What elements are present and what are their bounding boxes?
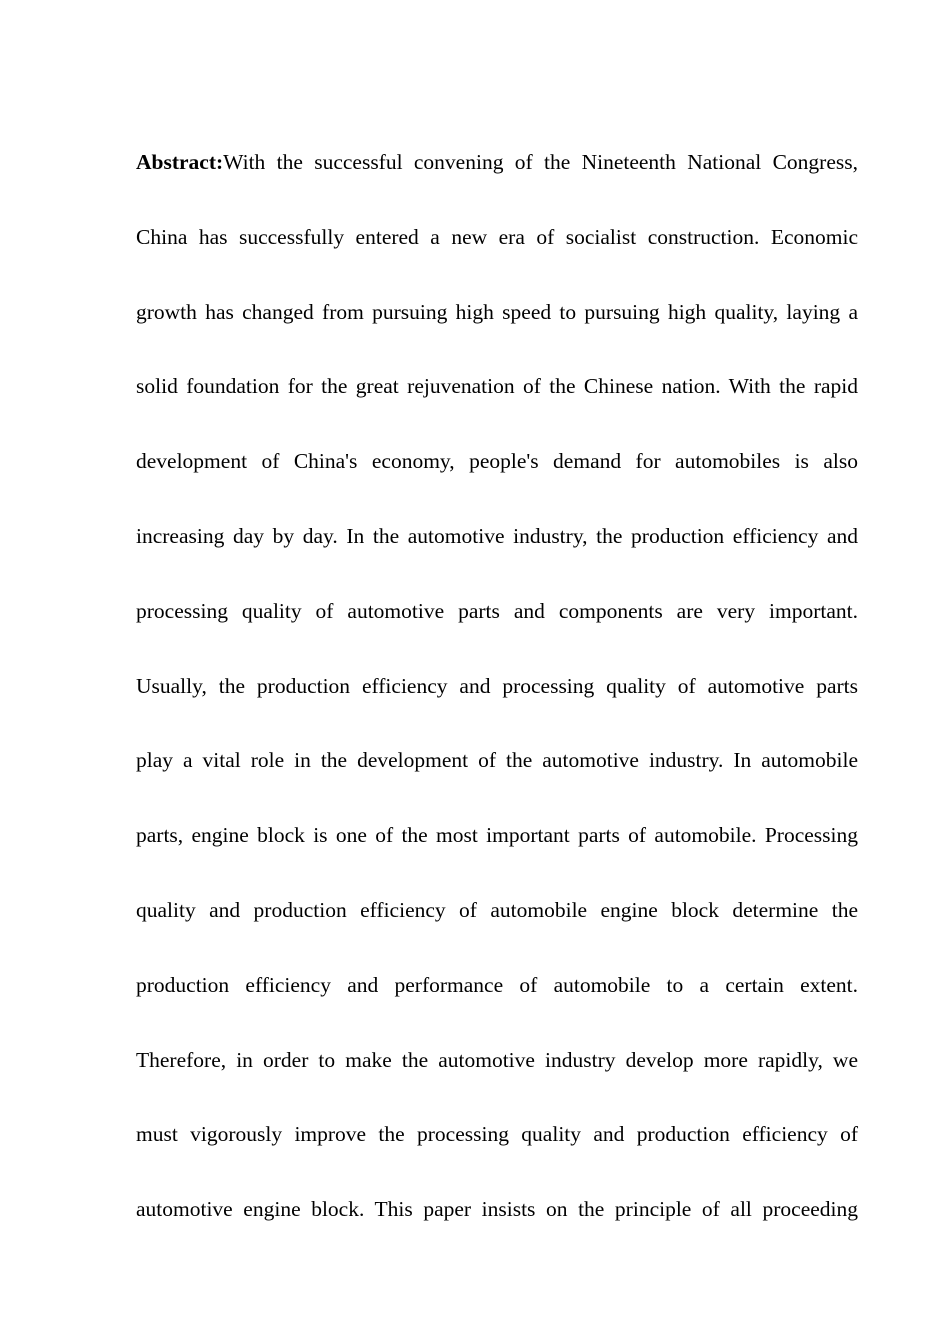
abstract-line: quality and production efficiency of automobile engine block determine the: [136, 897, 858, 922]
abstract-line-text: With the successful convening of the Nineteenth National Congress,: [223, 150, 858, 174]
abstract-line: must vigorously improve the processing quality and production efficiency of: [136, 1122, 858, 1147]
abstract-line: solid foundation for the great rejuvenation of the Chinese nation. With the rapid: [136, 374, 858, 399]
abstract-paragraph: [136, 125, 858, 1247]
abstract-line: processing quality of automotive parts and components are very important.: [136, 598, 858, 623]
abstract-line: automotive engine block. This paper insists on the principle of all proceeding: [136, 1197, 858, 1222]
abstract-line: production efficiency and performance of automobile to a certain extent.: [136, 972, 858, 997]
abstract-line: development of China's economy, people's demand for automobiles is also: [136, 449, 858, 474]
abstract-line: [136, 125, 858, 200]
abstract-line: play a vital role in the development of the automotive industry. In automobile: [136, 748, 858, 773]
abstract-line: growth has changed from pursuing high speed to pursuing high quality, laying a: [136, 299, 858, 324]
abstract-line: China has successfully entered a new era of socialist construction. Economic: [136, 224, 858, 249]
abstract-label: Abstract:: [136, 150, 224, 174]
abstract-line: Therefore, in order to make the automotive industry develop more rapidly, we: [136, 1047, 858, 1072]
abstract-line: parts, engine block is one of the most important parts of automobile. Processing: [136, 823, 858, 848]
abstract-line: Usually, the production efficiency and processing quality of automotive parts: [136, 673, 858, 698]
abstract-line: increasing day by day. In the automotive industry, the production efficiency and: [136, 523, 858, 548]
